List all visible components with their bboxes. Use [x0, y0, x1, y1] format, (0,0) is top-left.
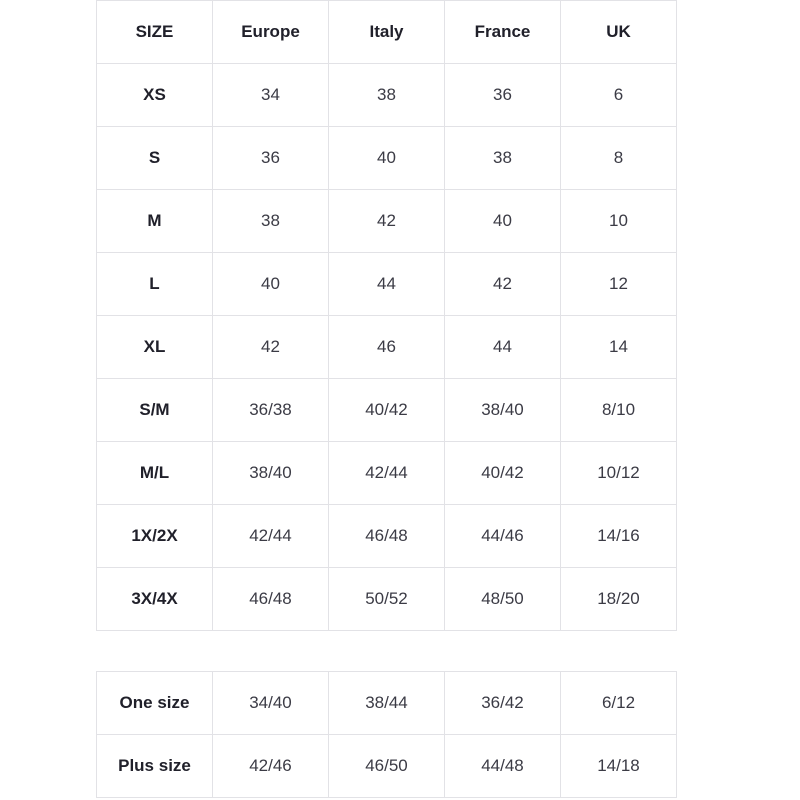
cell-europe: 46/48 [213, 568, 329, 631]
cell-uk: 14/16 [561, 505, 677, 568]
cell-france: 40 [445, 190, 561, 253]
table-row [97, 442, 677, 505]
row-label: S/M [97, 379, 213, 442]
cell-italy: 50/52 [329, 568, 445, 631]
row-label: M/L [97, 442, 213, 505]
row-label: S [97, 127, 213, 190]
cell-italy: 44 [329, 253, 445, 316]
column-header-italy: Italy [329, 1, 445, 64]
cell-europe: 42/46 [213, 735, 329, 798]
cell-europe: 34 [213, 64, 329, 127]
table-row [97, 190, 677, 253]
table-header-row [97, 1, 677, 64]
cell-europe: 36/38 [213, 379, 329, 442]
cell-france: 40/42 [445, 442, 561, 505]
column-header-size: SIZE [97, 1, 213, 64]
table-row [97, 505, 677, 568]
cell-italy: 42 [329, 190, 445, 253]
cell-france: 38/40 [445, 379, 561, 442]
cell-france: 42 [445, 253, 561, 316]
row-label: 3X/4X [97, 568, 213, 631]
cell-uk: 8 [561, 127, 677, 190]
cell-uk: 10 [561, 190, 677, 253]
cell-france: 44/46 [445, 505, 561, 568]
cell-uk: 14 [561, 316, 677, 379]
cell-uk: 10/12 [561, 442, 677, 505]
primary-size-table [96, 0, 677, 631]
cell-uk: 18/20 [561, 568, 677, 631]
cell-france: 38 [445, 127, 561, 190]
table-row [97, 316, 677, 379]
cell-france: 44 [445, 316, 561, 379]
cell-uk: 12 [561, 253, 677, 316]
cell-italy: 46/50 [329, 735, 445, 798]
table-row [97, 127, 677, 190]
secondary-size-table [96, 671, 677, 798]
cell-europe: 34/40 [213, 672, 329, 735]
table-row [97, 568, 677, 631]
row-label: Plus size [97, 735, 213, 798]
column-header-uk: UK [561, 1, 677, 64]
cell-europe: 40 [213, 253, 329, 316]
cell-italy: 40 [329, 127, 445, 190]
cell-france: 48/50 [445, 568, 561, 631]
table-row [97, 672, 677, 735]
row-label: XL [97, 316, 213, 379]
cell-france: 36/42 [445, 672, 561, 735]
cell-uk: 6/12 [561, 672, 677, 735]
column-header-france: France [445, 1, 561, 64]
cell-italy: 46/48 [329, 505, 445, 568]
cell-italy: 42/44 [329, 442, 445, 505]
cell-italy: 38/44 [329, 672, 445, 735]
cell-italy: 38 [329, 64, 445, 127]
cell-france: 36 [445, 64, 561, 127]
column-header-europe: Europe [213, 1, 329, 64]
cell-europe: 36 [213, 127, 329, 190]
cell-italy: 40/42 [329, 379, 445, 442]
row-label: One size [97, 672, 213, 735]
row-label: L [97, 253, 213, 316]
cell-europe: 42/44 [213, 505, 329, 568]
row-label: 1X/2X [97, 505, 213, 568]
cell-uk: 14/18 [561, 735, 677, 798]
row-label: XS [97, 64, 213, 127]
cell-uk: 8/10 [561, 379, 677, 442]
cell-europe: 38 [213, 190, 329, 253]
table-row [97, 379, 677, 442]
cell-uk: 6 [561, 64, 677, 127]
cell-europe: 42 [213, 316, 329, 379]
row-label: M [97, 190, 213, 253]
table-row [97, 253, 677, 316]
cell-france: 44/48 [445, 735, 561, 798]
cell-europe: 38/40 [213, 442, 329, 505]
table-row [97, 64, 677, 127]
cell-italy: 46 [329, 316, 445, 379]
table-row [97, 735, 677, 798]
